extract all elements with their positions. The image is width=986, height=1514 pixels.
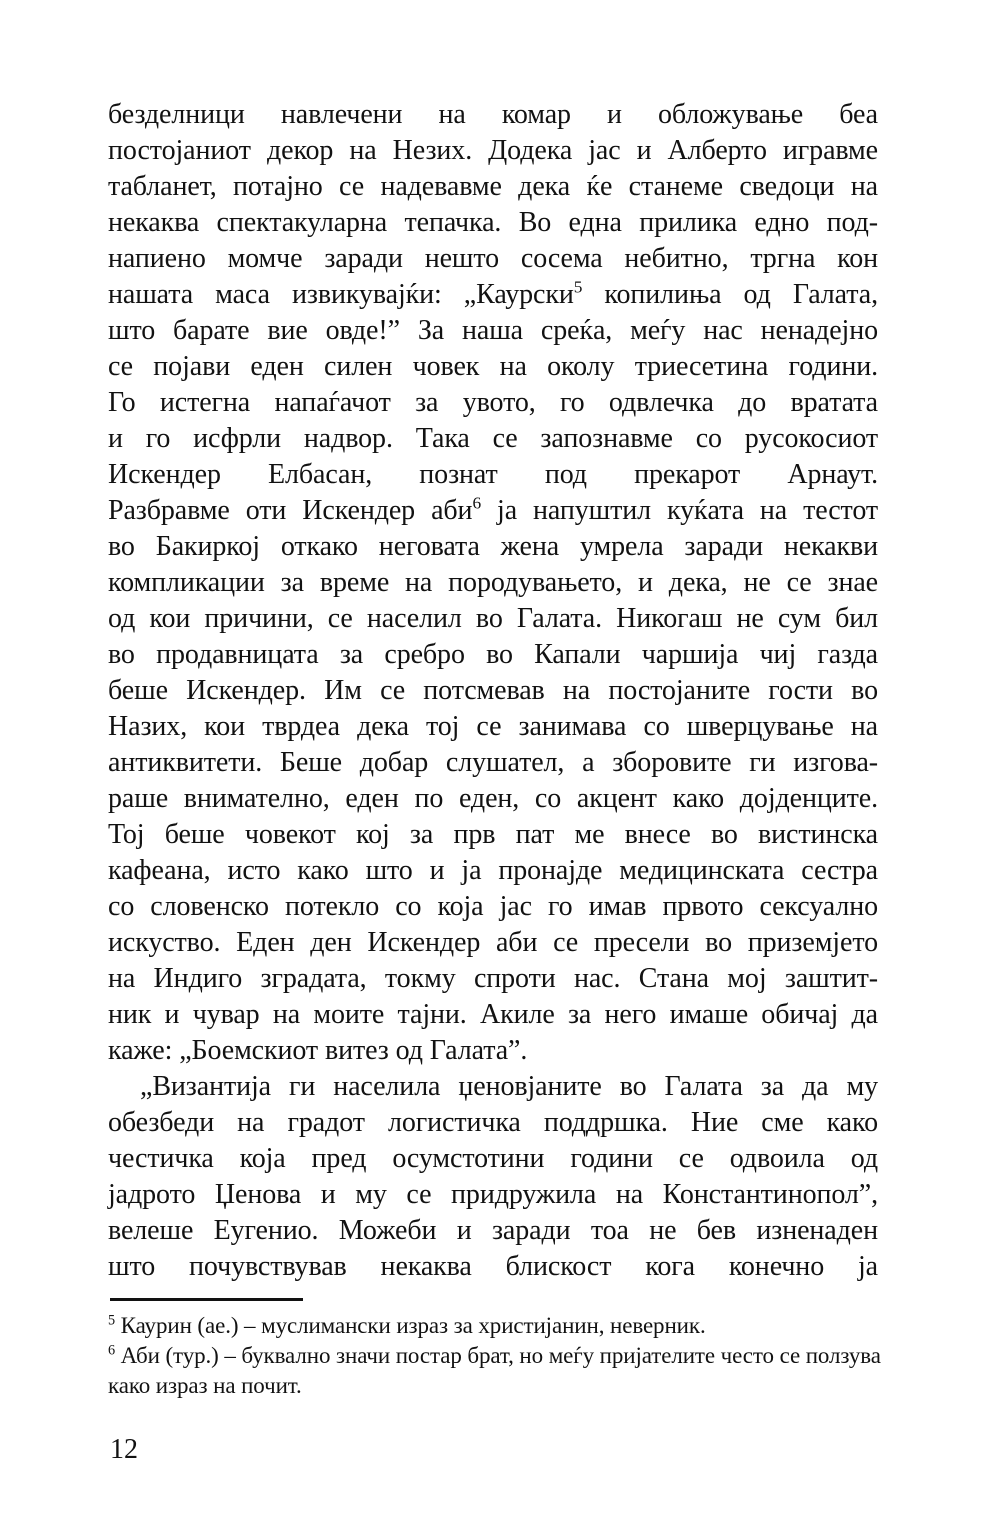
text-line: некаква спектакуларна тепачка. Во една прилика едно под- <box>108 207 878 238</box>
text-line: кафеана, исто како што и ја пронајде медицинската сестра <box>108 855 878 886</box>
text-line: што барате вие овде!” За наша среќа, меѓу нас ненадејно <box>108 315 878 346</box>
text-line: се појави еден силен човек на околу триесетина години. <box>108 351 878 382</box>
text-line: Искендер Елбасан, познат под прекарот Арнаут. <box>108 459 878 490</box>
text-line: ник и чувар на моите тајни. Акиле за него имаше обичај да <box>108 999 878 1030</box>
text-line: во продавницата за сребро во Капали чаршија чиј газда <box>108 639 878 670</box>
text-line: велеше Еугенио. Можеби и заради тоа не бев изненаден <box>108 1215 878 1246</box>
text-line: Тој беше човекот кој за прв пат ме внесе во вистинска <box>108 819 878 850</box>
text-line: искуство. Еден ден Искендер аби се пресели во приземјето <box>108 927 878 958</box>
footnote-line: како израз на почит. <box>108 1373 302 1398</box>
footnote-ref: 5 <box>573 277 583 297</box>
text-line: Назих, кои тврдеа дека тој се занимава со шверцување на <box>108 711 878 742</box>
text-line: и го исфрли надвор. Така се запознавме со русокосиот <box>108 423 878 454</box>
text-line: честичка која пред осумстотини години се одвоила од <box>108 1143 878 1174</box>
body-text <box>108 97 878 1285</box>
footnote-line: $^6$ Аби (тур.) – буквално значи постар брат, но меѓу пријателите често се ползува <box>108 1342 881 1368</box>
page-number: 12 <box>110 1434 138 1465</box>
text-line: каже: „Боемскиот витез од Галата”. <box>108 1035 528 1066</box>
text-line: на Индиго зградата, токму спроти нас. Стана мој заштит- <box>108 963 878 994</box>
footnote-separator <box>110 1298 303 1301</box>
footnote-ref: 6 <box>108 1342 116 1359</box>
text-line: со словенско потекло со која јас го имав првото сексуално <box>108 891 878 922</box>
text-line: постојаниот декор на Незих. Додека јас и Алберто игравме <box>108 135 878 166</box>
text-line: антиквитети. Беше добар слушател, а зборовите ги изгова- <box>108 747 878 778</box>
text-line: од кои причини, се населил во Галата. Никогаш не сум бил <box>108 603 878 634</box>
text-line: компликации за време на породувањето, и дека, не се знае <box>108 567 878 598</box>
text-line: напиено момче заради нешто сосема небитно, тргна кон <box>108 243 878 274</box>
footnotes <box>108 1311 881 1401</box>
text-line: раше внимателно, еден по еден, со акцент како дојденците. <box>108 783 878 814</box>
text-line: беше Искендер. Им се потсмевав на постојаните гости во <box>108 675 878 706</box>
footnote-ref: 5 <box>108 1312 116 1329</box>
text-line: табланет, потајно се надевавме дека ќе станеме сведоци на <box>108 171 878 202</box>
text-line: во Бакиркој откако неговата жена умрела заради некакви <box>108 531 878 562</box>
footnote-line: $^5$ Каурин (ае.) – муслимански израз за христијанин, неверник. <box>108 1312 706 1338</box>
text-line: Го истегна напаѓачот за увото, го одвлечка до вратата <box>108 387 878 418</box>
text-line: нашата маса извикувајќи: „Каурски$^5$ копилиња од Галата, <box>108 277 878 310</box>
text-line: обезбеди на градот логистичка поддршка. Ние сме како <box>108 1107 878 1138</box>
text-line: што почувствував некаква блискост кога конечно ја <box>108 1251 878 1282</box>
footnote-ref: 6 <box>472 493 482 513</box>
text-line: „Византија ги населила џеновјаните во Галата за да му <box>140 1071 878 1102</box>
text-line: безделници навлечени на комар и обложување беа <box>108 99 878 130</box>
text-line: јадрото Џенова и му се придружила на Константинопол”, <box>108 1179 878 1210</box>
text-line: Разбравме оти Искендер аби$^6$ ја напуштил куќата на тестот <box>108 493 878 526</box>
